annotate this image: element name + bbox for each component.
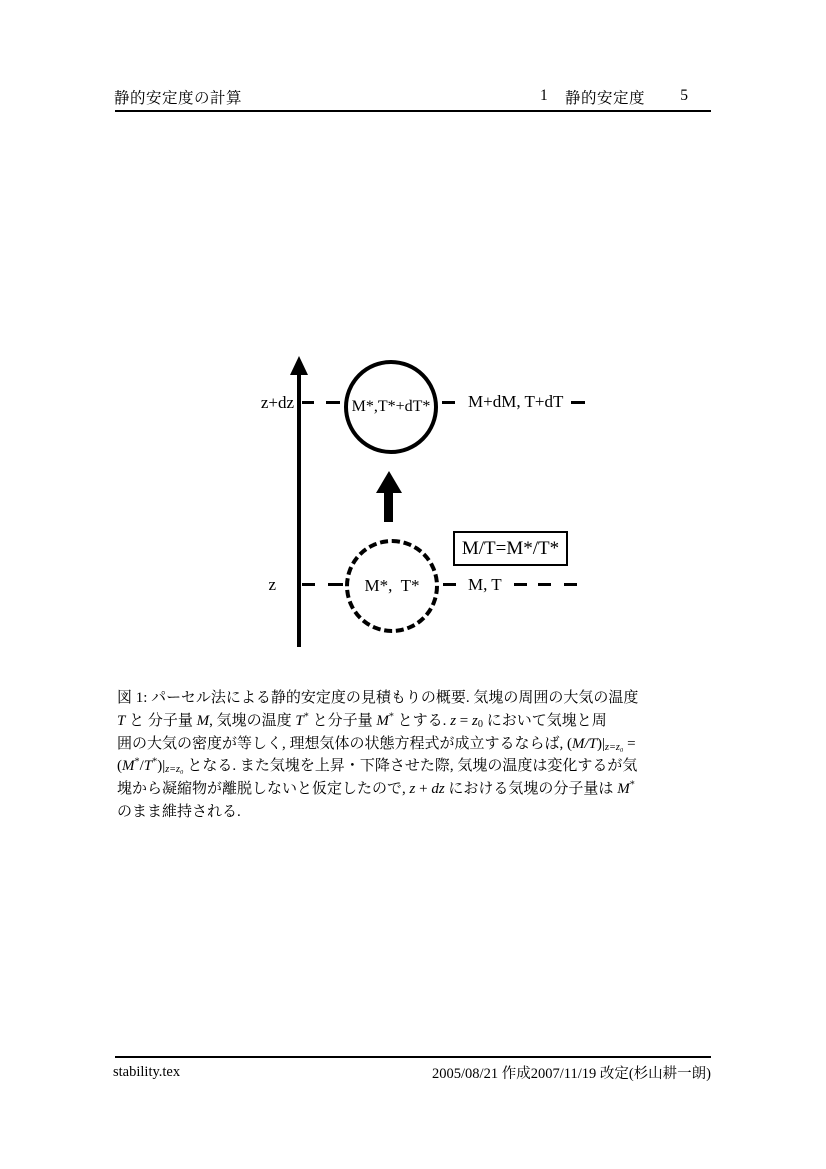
parcel-bottom-label: M*, T* — [364, 576, 420, 595]
ambient-top-label: M+dM, T+dT — [468, 392, 564, 411]
upward-arrow-shaft — [384, 492, 393, 522]
footer-rule — [115, 1056, 711, 1058]
caption-line: のまま維持される. — [117, 803, 241, 820]
dash-segment — [326, 401, 340, 404]
parcel-top-label: M*,T*+dT* — [351, 398, 431, 415]
dash-segment — [442, 401, 455, 404]
caption-line: 囲の大気の密度が等しく, 理想気体の状態方程式が成立するならば, $(M/T)|_{z=z_0}$ = — [117, 735, 636, 753]
upward-arrow-icon — [376, 471, 402, 493]
parcel-circle-top — [344, 360, 438, 454]
tick-mark — [302, 583, 315, 586]
dash-segment — [443, 583, 456, 586]
figure-caption — [117, 687, 713, 824]
equation-text: M/T=M*/T* — [461, 537, 560, 559]
header-rule — [115, 110, 711, 112]
ambient-bottom-label: M, T — [468, 575, 502, 594]
equation-box — [453, 531, 568, 566]
footer-revision-info: 2005/08/21 作成2007/11/19 改定(杉山耕一朗) — [432, 1066, 711, 1082]
caption-line: 図 1: パーセル法による静的安定度の見積もりの概要. 気塊の周囲の大気の温度 — [117, 690, 639, 706]
caption-line: $(M^*/T^*)|_{z=z_0}$ となる. また気塊を上昇・下降させた際, 気塊の温度は変化するが気 — [117, 756, 638, 776]
parcel-circle-bottom — [345, 539, 439, 633]
axis-label-z: z — [268, 575, 276, 594]
header-section-title: 静的安定度 — [565, 90, 646, 107]
header-section-number: 1 — [540, 87, 548, 104]
dash-segment — [328, 583, 343, 586]
footer-filename: stability.tex — [113, 1064, 181, 1080]
header-running-title: 静的安定度の計算 — [114, 90, 243, 107]
header-page-number: 5 — [680, 87, 688, 104]
caption-line: 塊から凝縮物が離脱しないと仮定したので, z + dz における気塊の分子量は M* — [117, 779, 635, 798]
axis-label-z-plus-dz: z+dz — [260, 393, 294, 412]
dash-segment — [538, 583, 551, 586]
z-axis-line — [297, 372, 301, 647]
caption-line: T と 分子量 M, 気塊の温度 T* と分子量 M* とする. $z = z_0$ において気塊と周 — [117, 711, 607, 731]
tick-mark — [302, 401, 314, 404]
dash-segment — [514, 583, 527, 586]
dash-segment — [564, 583, 577, 586]
dash-segment — [571, 401, 585, 404]
